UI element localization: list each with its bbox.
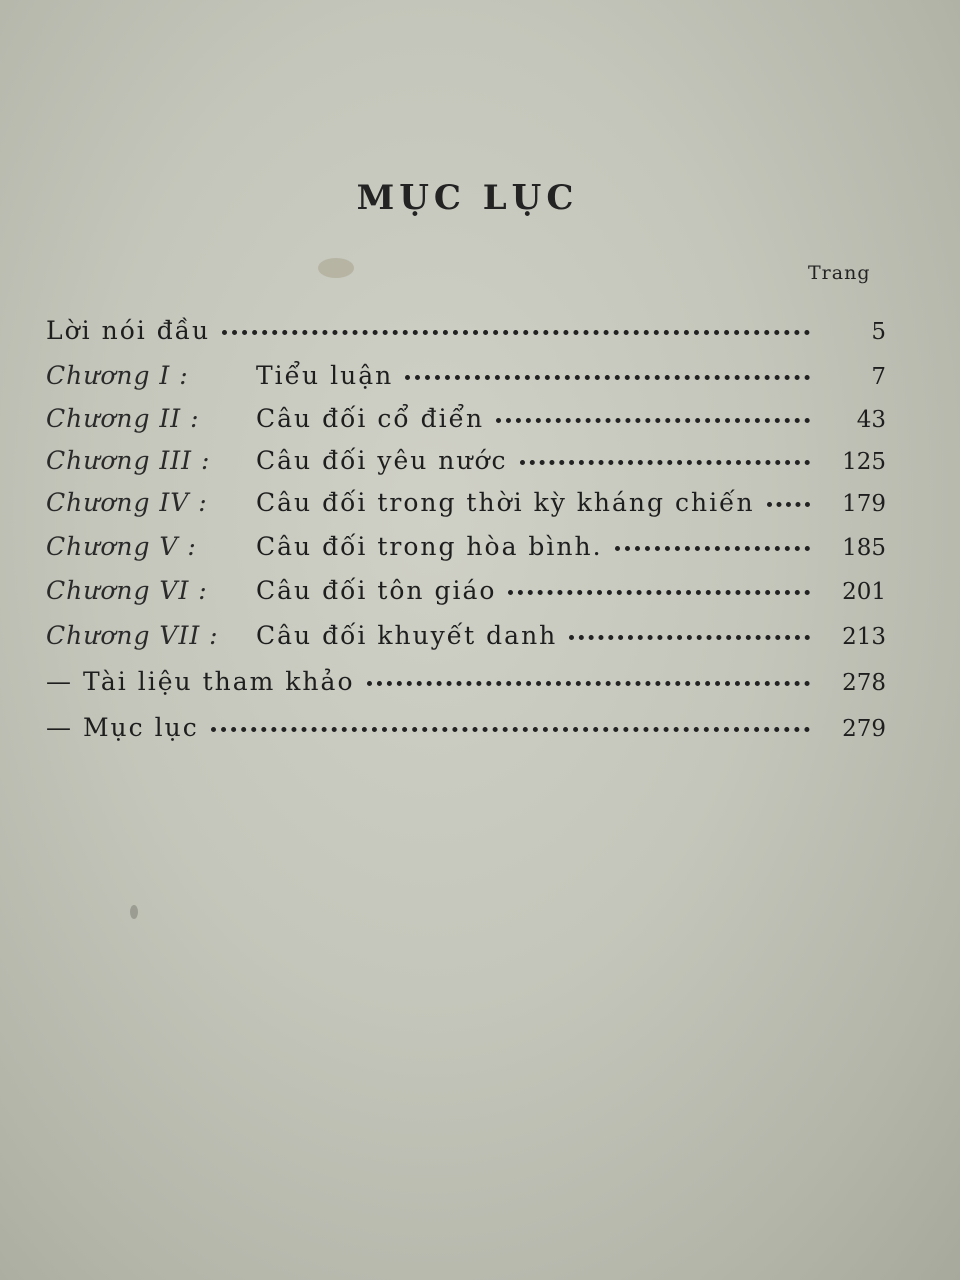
dot-leader	[367, 681, 811, 686]
dot-leader	[508, 590, 810, 595]
entry-page-number: 201	[842, 579, 886, 605]
chapter-label: Chương I :	[46, 361, 189, 390]
dot-leader	[405, 375, 810, 380]
entry-title: Câu đối yêu nước	[256, 446, 508, 475]
dot-leader	[222, 330, 810, 335]
entry-page-number: 278	[842, 670, 886, 696]
toc-entry	[46, 350, 886, 390]
toc-entry	[46, 610, 886, 650]
paper-stain	[318, 258, 354, 278]
toc-entry	[46, 477, 886, 517]
entry-page-number: 185	[842, 535, 886, 561]
page-column-label: Trang	[808, 262, 871, 284]
toc-entry	[46, 656, 886, 696]
chapter-label: Chương VI :	[46, 576, 208, 605]
entry-title: Tiểu luận	[256, 361, 394, 390]
toc-entry	[46, 435, 886, 475]
chapter-label: Chương VII :	[46, 621, 219, 650]
dot-leader	[615, 546, 810, 551]
entry-title: Câu đối tôn giáo	[256, 576, 497, 605]
dot-leader	[569, 635, 810, 640]
paper-stain	[130, 905, 138, 919]
dot-leader	[211, 727, 810, 732]
dot-leader	[496, 418, 810, 423]
entry-title: Câu đối trong hòa bình.	[256, 532, 603, 561]
toc-entry	[46, 565, 886, 605]
toc-entry	[46, 305, 886, 345]
entry-title: Câu đối trong thời kỳ kháng chiến	[256, 488, 755, 517]
entry-page-number: 43	[856, 407, 886, 433]
dot-leader	[520, 460, 810, 465]
entry-page-number: 7	[871, 364, 886, 390]
page-title: MỤC LỤC	[356, 178, 579, 218]
entry-title: — Tài liệu tham khảo	[46, 667, 355, 696]
dot-leader	[767, 502, 810, 507]
entry-page-number: 213	[842, 624, 886, 650]
entry-title: Lời nói đầu	[46, 316, 211, 345]
entry-title: — Mục lục	[46, 713, 199, 742]
entry-page-number: 125	[842, 449, 886, 475]
entry-page-number: 179	[842, 491, 886, 517]
toc-entry	[46, 521, 886, 561]
entry-title: Câu đối khuyết danh	[256, 621, 558, 650]
toc-entry	[46, 702, 886, 742]
chapter-label: Chương III :	[46, 446, 211, 475]
toc-entry	[46, 393, 886, 433]
chapter-label: Chương V :	[46, 532, 197, 561]
entry-title: Câu đối cổ điển	[256, 404, 485, 433]
entry-page-number: 279	[842, 716, 886, 742]
entry-page-number: 5	[871, 319, 886, 345]
chapter-label: Chương II :	[46, 404, 200, 433]
chapter-label: Chương IV :	[46, 488, 208, 517]
